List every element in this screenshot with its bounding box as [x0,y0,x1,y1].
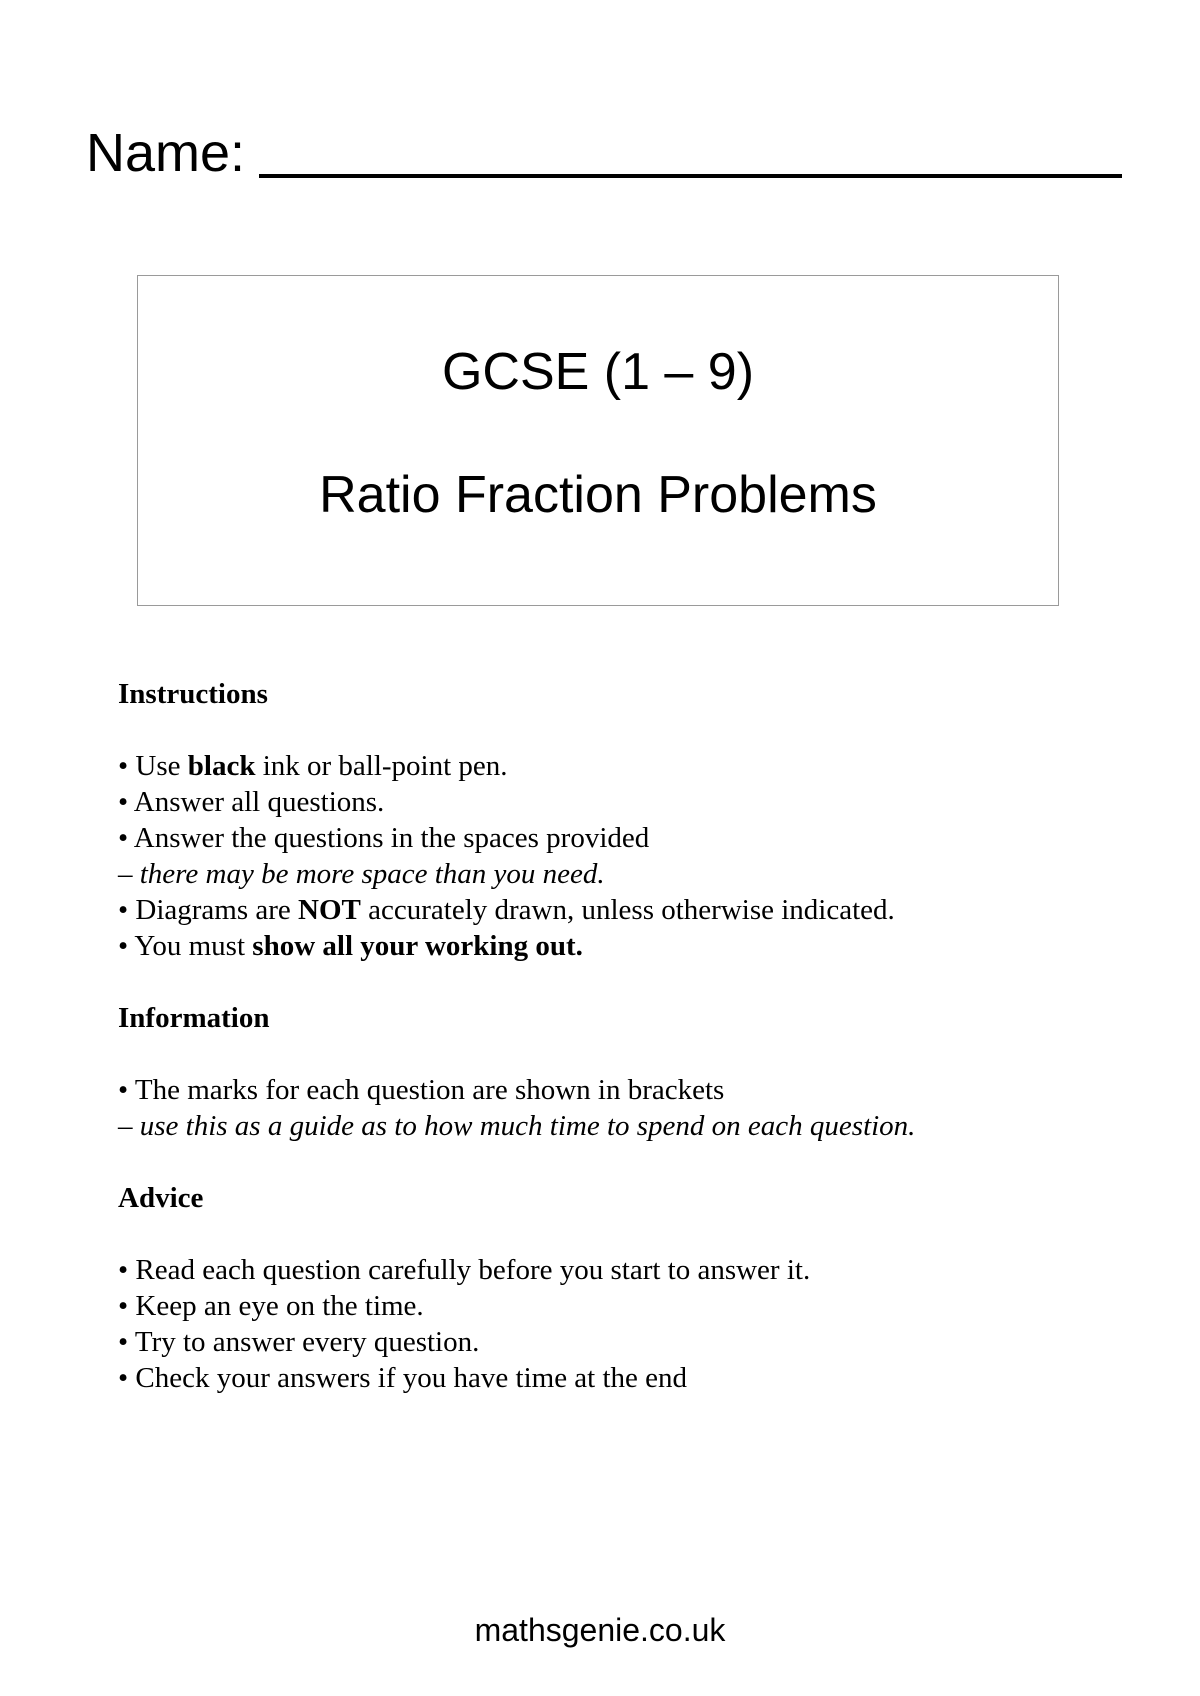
list-item: • The marks for each question are shown in brackets [118,1074,725,1106]
list-item: • Use black ink or ball-point pen. [118,750,508,782]
title-box [137,275,1059,606]
list-item-note: – use this as a guide as to how much time to spend on each question. [118,1110,916,1142]
exam-level-title: GCSE (1 – 9) [441,343,755,401]
list-item: • You must show all your working out. [118,930,583,962]
list-item: • Keep an eye on the time. [118,1290,424,1322]
information-list [118,1072,1118,1144]
emphasis-black: black [187,750,256,782]
name-field-row [86,100,1122,183]
name-write-line[interactable] [259,174,1122,178]
list-item-note: – there may be more space than you need. [118,858,605,890]
name-label: Name: [86,123,246,183]
list-item: • Read each question carefully before you start to answer it. [118,1254,811,1286]
list-item: • Answer the questions in the spaces provided [118,822,650,854]
advice-list [118,1252,1118,1396]
emphasis-working: show all your working out. [252,930,583,962]
footer-site: mathsgenie.co.uk [474,1612,726,1648]
list-item: • Try to answer every question. [118,1326,480,1358]
emphasis-not: NOT [298,894,361,926]
cover-sections [118,676,1118,1396]
list-item: • Answer all questions. [118,786,385,818]
information-heading: Information [118,1002,270,1034]
instructions-list [118,748,1118,964]
list-item: • Diagrams are NOT accurately drawn, unless otherwise indicated. [118,894,895,926]
instructions-heading: Instructions [118,678,268,710]
advice-heading: Advice [118,1182,204,1214]
topic-title: Ratio Fraction Problems [319,466,877,524]
list-item: • Check your answers if you have time at the end [118,1362,688,1394]
